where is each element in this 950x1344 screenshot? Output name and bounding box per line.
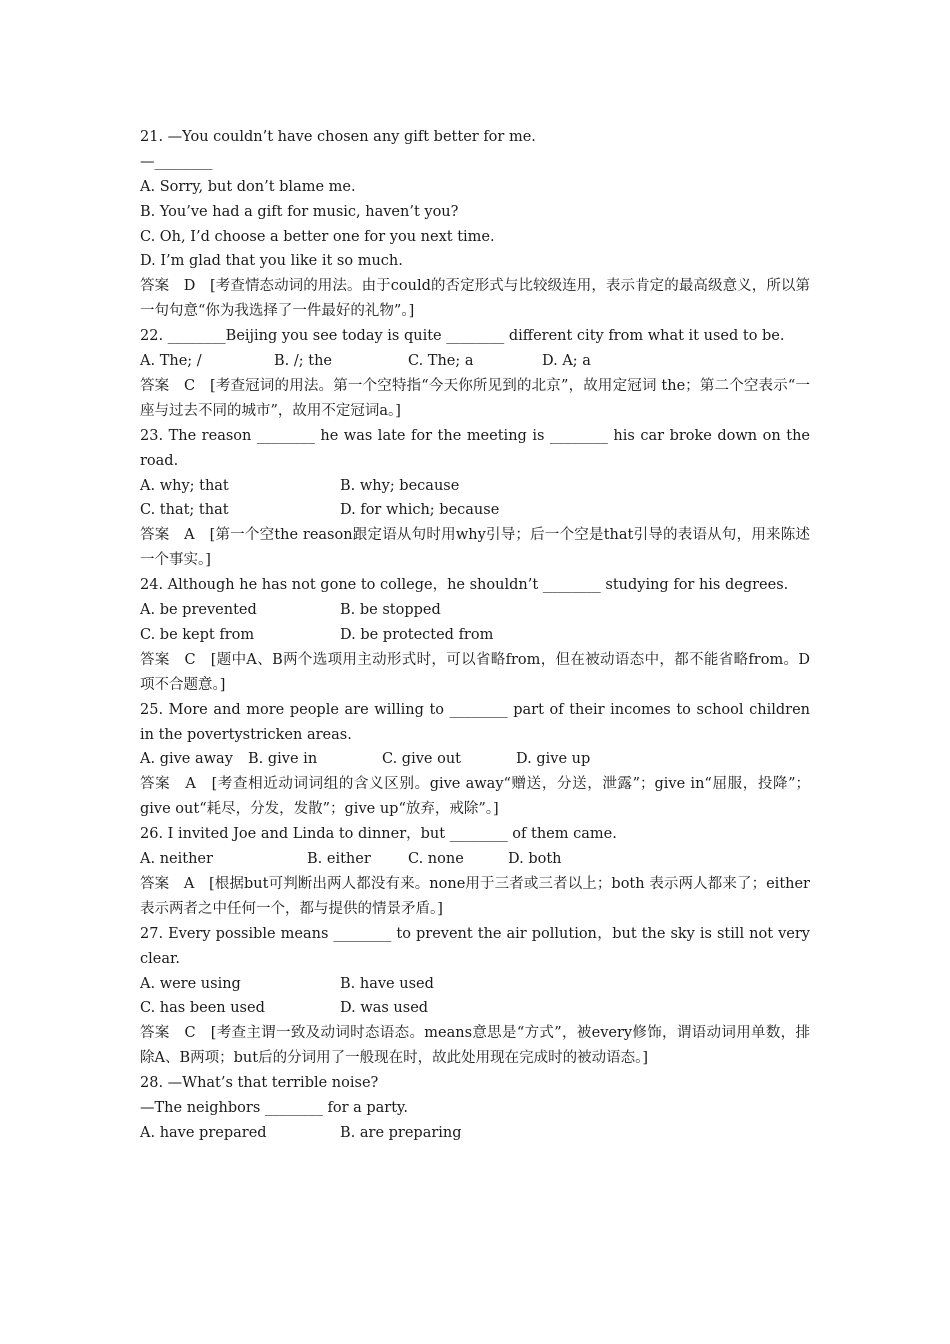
question-23-option-a: A. why; that <box>140 477 229 494</box>
question-26-option-a: A. neither <box>140 851 213 868</box>
question-25-stem: 25. More and more people are willing to ________ part of their incomes to school children in the povertystricken areas. <box>140 701 810 743</box>
question-26-option-d: D. both <box>508 851 562 868</box>
question-21-option-d: D. I’m glad that you like it so much. <box>140 253 403 270</box>
question-21-stem: 21. —You couldn’t have chosen any gift better for me. <box>140 129 536 145</box>
question-21-answer: 答案 D [考查情态动词的用法。由于could的否定形式与比较级连用，表示肯定的最高级意义，所以第一句句意“你为我选择了一件最好的礼物”。] <box>140 278 810 320</box>
question-25-options <box>140 747 810 772</box>
question-21-option-b: B. You’ve had a gift for music, haven’t you? <box>140 203 459 220</box>
question-23-options-row2 <box>140 498 810 523</box>
question-27-answer: 答案 C [考查主谓一致及动词时态语态。means意思是“方式”，被every修饰，谓语动词用单数，排除A、B两项；but后的分词用了一般现在时，故此处用现在完成时的被动语态。] <box>140 1025 810 1067</box>
question-27-stem: 27. Every possible means ________ to prevent the air pollution，but the sky is still not very clear. <box>140 925 810 967</box>
question-27-option-c: C. has been used <box>140 1000 265 1017</box>
question-27-option-d: D. was used <box>340 1000 429 1017</box>
question-25-option-c: C. give out <box>382 751 461 768</box>
question-22-options <box>140 349 810 374</box>
question-28-stem: 28. —What’s that terrible noise? <box>140 1075 379 1092</box>
question-28-options-row1 <box>140 1121 810 1146</box>
question-21-reply: —________ <box>140 153 213 170</box>
question-26-stem: 26. I invited Joe and Linda to dinner，but ________ of them came. <box>140 826 617 843</box>
question-27-option-b: B. have used <box>340 975 434 992</box>
question-24-answer: 答案 C [题中A、B两个选项用主动形式时，可以省略from，但在被动语态中，都不能省略from。D项不合题意。] <box>140 651 810 693</box>
question-28-option-a: A. have prepared <box>140 1124 267 1141</box>
question-26-options <box>140 847 810 872</box>
question-23-stem: 23. The reason ________ he was late for the meeting is ________ his car broke down on the road. <box>140 427 810 469</box>
question-23-options-row1 <box>140 474 810 499</box>
question-25-option-b: B. give in <box>248 751 318 768</box>
question-23-option-b: B. why; because <box>340 477 460 494</box>
question-24-option-c: C. be kept from <box>140 626 255 643</box>
question-27-options-row1 <box>140 972 810 997</box>
question-26-option-b: B. either <box>307 851 371 868</box>
question-24-option-a: A. be prevented <box>140 602 257 619</box>
question-22-option-a: A. The; / <box>140 353 202 370</box>
question-26-option-c: C. none <box>408 851 464 868</box>
question-25-option-d: D. give up <box>516 751 591 768</box>
question-21-option-a: A. Sorry, but don’t blame me. <box>140 178 356 195</box>
question-24-option-d: D. be protected from <box>340 626 494 643</box>
question-23-answer: 答案 A [第一个空the reason跟定语从句时用why引导；后一个空是that引导的表语从句，用来陈述一个事实。] <box>140 527 810 569</box>
question-22-answer: 答案 C [考查冠词的用法。第一个空特指“今天你所见到的北京”，故用定冠词 the；第二个空表示“一座与过去不同的城市”，故用不定冠词a。] <box>140 377 810 419</box>
exam-page <box>140 125 810 1146</box>
question-24-options-row2 <box>140 623 810 648</box>
question-22-option-d: D. A; a <box>542 353 591 370</box>
question-26-answer: 答案 A [根据but可判断出两人都没有来。none用于三者或三者以上；both 表示两人都来了；either表示两者之中任何一个，都与提供的情景矛盾。] <box>140 875 810 917</box>
question-27-options-row2 <box>140 996 810 1021</box>
question-28-option-b: B. are preparing <box>340 1124 462 1141</box>
question-27-option-a: A. were using <box>140 975 241 992</box>
question-22-option-c: C. The; a <box>408 353 474 370</box>
question-22-option-b: B. /; the <box>274 353 332 370</box>
question-24-option-b: B. be stopped <box>340 602 441 619</box>
question-23-option-c: C. that; that <box>140 502 229 519</box>
question-22-stem: 22. ________Beijing you see today is quite ________ different city from what it used to be. <box>140 328 785 345</box>
question-24-stem: 24. Although he has not gone to college，he shouldn’t ________ studying for his degrees. <box>140 577 789 594</box>
question-28-reply: —The neighbors ________ for a party. <box>140 1100 408 1117</box>
question-25-answer: 答案 A [考查相近动词词组的含义区别。give away“赠送，分送，泄露”；give in“屈服，投降”；give out“耗尽，分发，发散”；give up“放弃，戒除”。] <box>140 776 810 818</box>
question-23-option-d: D. for which; because <box>340 502 500 519</box>
question-25-option-a: A. give away <box>140 751 233 768</box>
question-24-options-row1 <box>140 598 810 623</box>
question-21-option-c: C. Oh, I’d choose a better one for you next time. <box>140 228 495 245</box>
